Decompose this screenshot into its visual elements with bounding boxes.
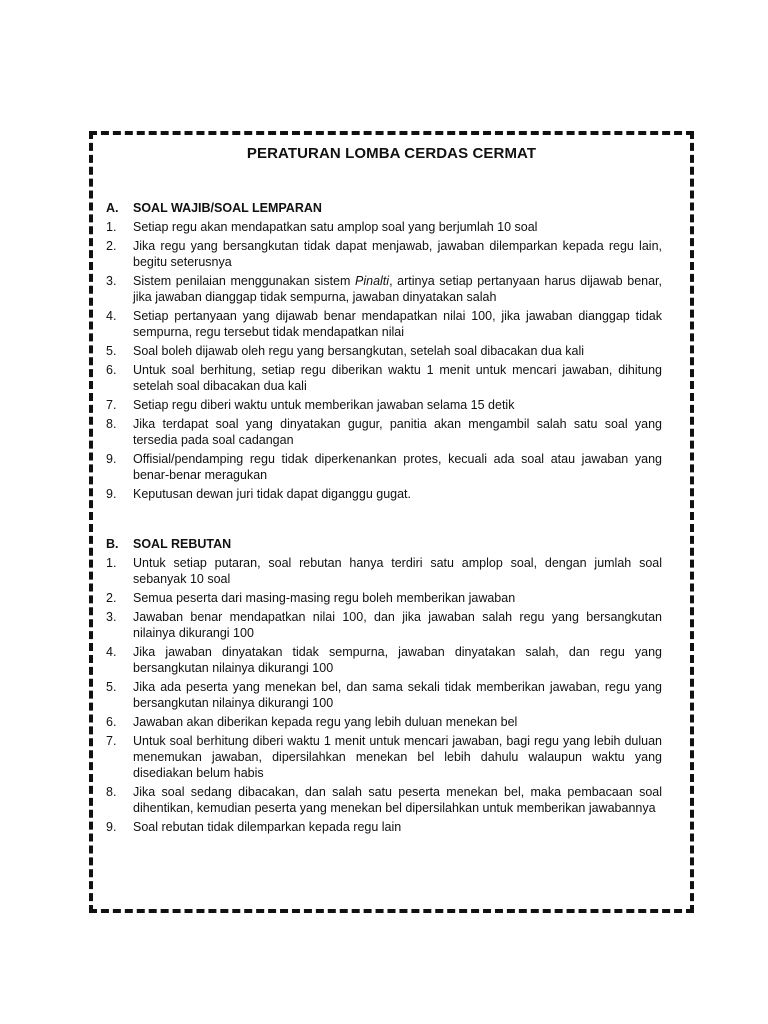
rule-number: 7.	[106, 734, 117, 748]
rule-number: 9.	[106, 820, 117, 834]
rule-item	[106, 486, 662, 502]
rule-text: Untuk soal berhitung diberi waktu 1 menit untuk mencari jawaban, bagi regu yang lebih duluan menemukan jawaban, dipersilahkan menekan bel lebih dahulu walaupun waktu yang disediakan belum habis	[133, 734, 662, 780]
rule-text: Semua peserta dari masing-masing regu boleh memberikan jawaban	[133, 591, 516, 605]
rule-number: 6.	[106, 363, 117, 377]
rule-text-part: Sistem penilaian menggunakan sistem	[133, 274, 356, 288]
rule-item	[106, 644, 662, 676]
rule-number: 4.	[106, 309, 117, 323]
rule-text: Setiap regu diberi waktu untuk memberikan jawaban selama 15 detik	[133, 398, 515, 412]
rule-text-italic: Pinalti	[355, 274, 390, 288]
rule-number: 4.	[106, 645, 117, 659]
rule-text: Jika terdapat soal yang dinyatakan gugur, panitia akan mengambil salah satu soal yang tersedia pada soal cadangan	[133, 417, 662, 447]
rule-number: 5.	[106, 680, 117, 694]
rule-item	[106, 590, 662, 606]
rule-item	[106, 343, 662, 359]
rule-text: Untuk soal berhitung, setiap regu diberikan waktu 1 menit untuk mencari jawaban, dihitung setelah soal dibacakan dua kali	[133, 363, 662, 393]
rule-item	[106, 308, 662, 340]
rule-item	[106, 714, 662, 730]
rule-text-part: , artinya setiap pertanyaan harus dijawab benar, jika jawaban dianggap tidak sempurna, jawaban dinyatakan salah	[133, 274, 662, 304]
rule-text: Jika jawaban dinyatakan tidak sempurna, jawaban dinyatakan salah, dan regu yang bersangkutan nilainya dikurangi 100	[133, 645, 662, 675]
rule-text: Untuk setiap putaran, soal rebutan hanya terdiri satu amplop soal, dengan jumlah soal sebanyak 10 soal	[133, 556, 662, 586]
rule-text: Jawaban benar mendapatkan nilai 100, dan jika jawaban salah regu yang bersangkutan nilainya dikurangi 100	[133, 610, 662, 640]
rule-number: 1.	[106, 556, 117, 570]
rule-number: 8.	[106, 417, 117, 431]
section-soal-wajib	[106, 200, 662, 505]
rule-text: Setiap pertanyaan yang dijawab benar mendapatkan nilai 100, jika jawaban dianggap tidak sempurna, regu tersebut tidak mendapatkan nilai	[133, 309, 662, 339]
section-letter: A.	[106, 201, 119, 215]
section-letter: B.	[106, 537, 119, 551]
rule-text	[133, 273, 662, 305]
rule-number: 7.	[106, 398, 117, 412]
rule-text: Setiap regu akan mendapatkan satu amplop soal yang berjumlah 10 soal	[133, 220, 538, 234]
section-title: SOAL REBUTAN	[133, 537, 232, 551]
rule-text: Jika soal sedang dibacakan, dan salah satu peserta menekan bel, maka pembacaan soal dihentikan, kemudian peserta yang menekan bel dipersilahkan untuk memberikan jawabannya	[133, 785, 662, 815]
rule-item	[106, 679, 662, 711]
rule-number: 3.	[106, 610, 117, 624]
rule-text: Jika regu yang bersangkutan tidak dapat menjawab, jawaban dilemparkan kepada regu lain, begitu seterusnya	[133, 239, 662, 269]
rule-item	[106, 362, 662, 394]
rule-text: Jawaban akan diberikan kepada regu yang lebih duluan menekan bel	[133, 715, 518, 729]
document-title: PERATURAN LOMBA CERDAS CERMAT	[246, 145, 537, 162]
section-heading	[106, 200, 662, 216]
rule-item	[106, 819, 662, 835]
section-title: SOAL WAJIB/SOAL LEMPARAN	[133, 201, 322, 215]
rule-text: Jika ada peserta yang menekan bel, dan sama sekali tidak memberikan jawaban, regu yang bersangkutan nilainya dikurangi 100	[133, 680, 662, 710]
rule-text: Keputusan dewan juri tidak dapat diganggu gugat.	[133, 487, 411, 501]
rule-item	[106, 451, 662, 483]
rule-number: 3.	[106, 274, 117, 288]
rule-number: 8.	[106, 785, 117, 799]
rule-text: Offisial/pendamping regu tidak diperkenankan protes, kecuali ada soal atau jawaban yang benar-benar meragukan	[133, 452, 662, 482]
rule-item	[106, 784, 662, 816]
rule-number: 2.	[106, 239, 117, 253]
rule-item	[106, 609, 662, 641]
rule-item	[106, 416, 662, 448]
rule-number: 1.	[106, 220, 117, 234]
rule-item	[106, 273, 662, 305]
rule-text: Soal rebutan tidak dilemparkan kepada regu lain	[133, 820, 402, 834]
section-soal-rebutan	[106, 536, 662, 838]
rule-item	[106, 219, 662, 235]
rule-number: 9.	[106, 487, 117, 501]
rule-item	[106, 397, 662, 413]
rule-number: 5.	[106, 344, 117, 358]
rule-item	[106, 238, 662, 270]
rule-text: Soal boleh dijawab oleh regu yang bersangkutan, setelah soal dibacakan dua kali	[133, 344, 585, 358]
section-heading	[106, 536, 662, 552]
rule-item	[106, 555, 662, 587]
rule-number: 9.	[106, 452, 117, 466]
rule-item	[106, 733, 662, 781]
rule-number: 2.	[106, 591, 117, 605]
rule-number: 6.	[106, 715, 117, 729]
